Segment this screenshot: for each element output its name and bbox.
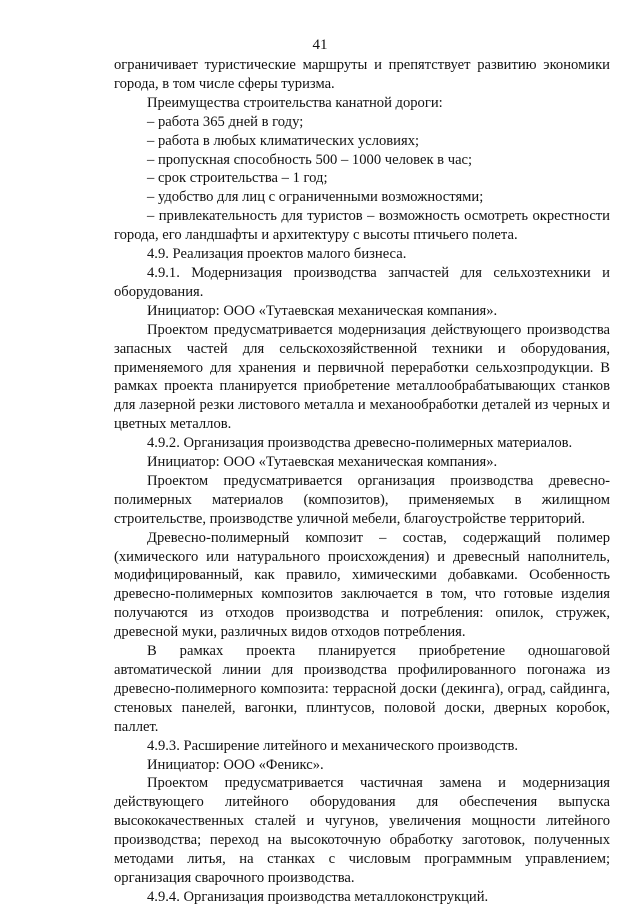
paragraph-section-4-9-1: 4.9.1. Модернизация производства запчастей для сельхозтехники и оборудования. bbox=[114, 264, 610, 300]
paragraph-advantages-heading: Преимущества строительства канатной дороги: bbox=[147, 94, 443, 111]
paragraph-section-4-9: 4.9. Реализация проектов малого бизнеса. bbox=[147, 246, 407, 263]
paragraph-desc-4-9-2-a: Проектом предусматривается организация производства древесно-полимерных материалов (композитов), применяемых в жилищном строительстве, производстве уличной мебели, благоустройстве территорий. bbox=[114, 472, 610, 527]
paragraph-advantage-6: – привлекательность для туристов – возможность осмотреть окрестности города, его ландшафты и архитектуру с высоты птичьего полета. bbox=[114, 208, 610, 244]
paragraph-desc-4-9-3: Проектом предусматривается частичная замена и модернизация действующего литейного оборудования для обеспечения выпуска высококачественных сталей и чугунов, увеличения мощности литейного производства; переход на высокоточную обработку заготовок, полученных методами литья, на станках с числовым программным управлением; организация сварочного производства. bbox=[114, 775, 610, 886]
paragraph-advantage-5: – удобство для лиц с ограниченными возможностями; bbox=[147, 189, 484, 206]
document-body bbox=[114, 56, 610, 907]
paragraph-advantage-3: – пропускная способность 500 – 1000 человек в час; bbox=[147, 151, 473, 168]
paragraph-intro-continuation: ограничивает туристические маршруты и препятствует развитию экономики города, в том числе сферы туризма. bbox=[114, 57, 610, 92]
paragraph-advantage-2: – работа в любых климатических условиях; bbox=[147, 132, 420, 149]
paragraph-section-4-9-2: 4.9.2. Организация производства древесно-полимерных материалов. bbox=[147, 435, 573, 452]
paragraph-desc-4-9-1: Проектом предусматривается модернизация действующего производства запасных частей для сельскохозяйственной техники и оборудования, применяемого для хранения и первичной переработки сельхозпродукции. В рамках проекта планируется приобретение металлообрабатывающих станков для лазерной резки листового металла и механообработки деталей из черных и цветных металлов. bbox=[114, 321, 610, 433]
paragraph-section-4-9-3: 4.9.3. Расширение литейного и механического производств. bbox=[147, 737, 519, 754]
paragraph-section-4-9-4: 4.9.4. Организация производства металлоконструкций. bbox=[147, 888, 489, 905]
paragraph-advantage-4: – срок строительства – 1 год; bbox=[147, 170, 328, 187]
paragraph-desc-4-9-2-b: Древесно-полимерный композит – состав, содержащий полимер (химического или натурального происхождения) и древесный наполнитель, модифицированный, как правило, химическими добавками. Особенность древесно-полимерных композитов заключается в том, что готовые изделия получаются из отходов производства и потребления: опилок, стружек, древесной муки, различных видов отходов потребления. bbox=[114, 529, 610, 641]
paragraph-initiator-4-9-2: Инициатор: ООО «Тутаевская механическая компания». bbox=[147, 454, 498, 471]
paragraph-advantage-1: – работа 365 дней в году; bbox=[147, 113, 304, 130]
paragraph-desc-4-9-2-c: В рамках проекта планируется приобретение одношаговой автоматической линии для производства профилированного погонажа из древесно-полимерного композита: террасной доски (декинга), оград, сайдинга, стеновых панелей, вагонки, плинтусов, половой доски, дверных коробок, паллет. bbox=[114, 643, 610, 735]
paragraph-initiator-4-9-3: Инициатор: ООО «Феникс». bbox=[147, 756, 324, 773]
paragraph-initiator-4-9-1: Инициатор: ООО «Тутаевская механическая компания». bbox=[147, 302, 498, 319]
page-number: 41 bbox=[312, 37, 328, 53]
